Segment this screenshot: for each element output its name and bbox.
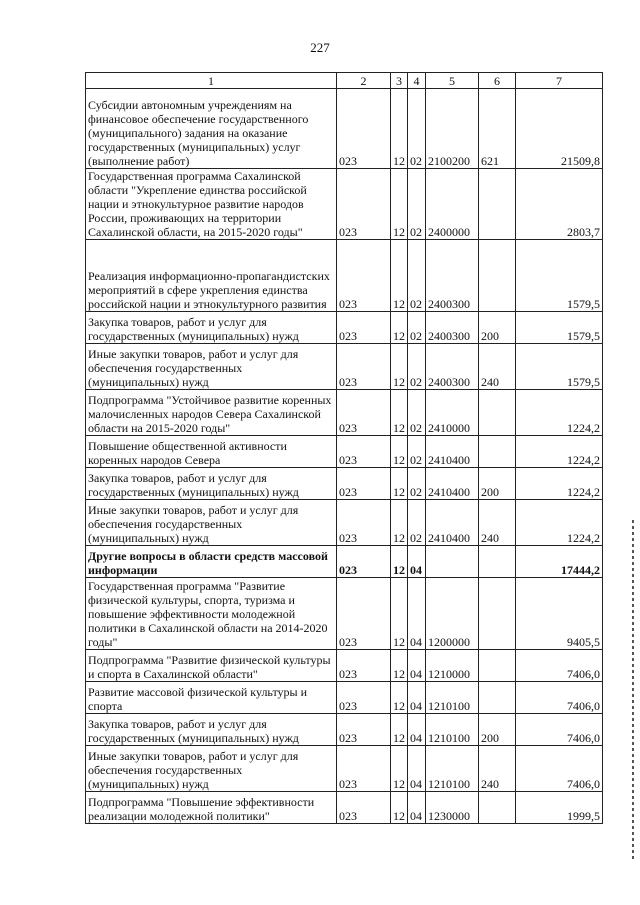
page-number: 227 bbox=[310, 40, 330, 55]
row-code-cell: 200 bbox=[479, 714, 516, 746]
row-code-cell: 023 bbox=[337, 578, 391, 650]
row-name-cell: Подпрограмма "Устойчивое развитие коренных малочисленных народов Севера Сахалинской области на 2015-2020 годы" bbox=[86, 390, 337, 436]
row-amount-cell: 9405,5 bbox=[516, 578, 603, 650]
table-row bbox=[86, 344, 603, 390]
row-code-cell: 200 bbox=[479, 468, 516, 500]
row-code-cell: 1210100 bbox=[426, 746, 479, 792]
row-name-cell: Развитие массовой физической культуры и спорта bbox=[86, 682, 337, 714]
table-row bbox=[86, 436, 603, 468]
row-code-cell: 1230000 bbox=[426, 792, 479, 824]
row-name-cell: Повышение общественной активности коренных народов Севера bbox=[86, 436, 337, 468]
row-name-cell: Государственная программа "Развитие физической культуры, спорта, туризма и повышение эффективности молодежной политики в Сахалинской области на 2014-2020 годы" bbox=[86, 578, 337, 650]
row-code-cell: 02 bbox=[408, 312, 426, 344]
row-amount-cell: 17444,2 bbox=[516, 546, 603, 578]
row-code-cell: 04 bbox=[408, 746, 426, 792]
column-header: 6 bbox=[479, 73, 516, 89]
row-code-cell bbox=[479, 650, 516, 682]
row-code-cell: 1210100 bbox=[426, 714, 479, 746]
row-code-cell: 621 bbox=[479, 89, 516, 169]
row-code-cell: 12 bbox=[391, 714, 408, 746]
row-code-cell bbox=[479, 682, 516, 714]
row-code-cell: 2400300 bbox=[426, 312, 479, 344]
row-name-cell: Государственная программа Сахалинской области "Укрепление единства российской нации и этнокультурное развитие народов России, проживающих на территории Сахалинской области, на 2015-2020 годы" bbox=[86, 169, 337, 240]
row-name-cell: Закупка товаров, работ и услуг для государственных (муниципальных) нужд bbox=[86, 468, 337, 500]
row-code-cell: 1210000 bbox=[426, 650, 479, 682]
table-row bbox=[86, 746, 603, 792]
row-code-cell: 2400300 bbox=[426, 344, 479, 390]
row-code-cell: 12 bbox=[391, 500, 408, 546]
table-row bbox=[86, 650, 603, 682]
row-name-cell: Субсидии автономным учреждениям на финансовое обеспечение государственного (муниципального) задания на оказание государственных (муниципальных) услуг (выполнение работ) bbox=[86, 89, 337, 169]
row-code-cell: 2410400 bbox=[426, 500, 479, 546]
table-row bbox=[86, 169, 603, 240]
row-code-cell: 02 bbox=[408, 468, 426, 500]
row-code-cell: 023 bbox=[337, 682, 391, 714]
row-code-cell: 12 bbox=[391, 312, 408, 344]
row-amount-cell: 1224,2 bbox=[516, 468, 603, 500]
row-code-cell: 240 bbox=[479, 500, 516, 546]
row-code-cell: 023 bbox=[337, 344, 391, 390]
table-row bbox=[86, 792, 603, 824]
row-code-cell: 240 bbox=[479, 344, 516, 390]
row-code-cell: 12 bbox=[391, 468, 408, 500]
row-code-cell: 023 bbox=[337, 89, 391, 169]
row-code-cell bbox=[479, 240, 516, 312]
row-code-cell: 1210100 bbox=[426, 682, 479, 714]
margin-scan-artifact bbox=[632, 520, 634, 860]
row-name-cell: Реализация информационно-пропагандистских мероприятий в сфере укрепления единства российской нации и этнокультурного развития bbox=[86, 240, 337, 312]
table-row bbox=[86, 468, 603, 500]
row-code-cell: 023 bbox=[337, 500, 391, 546]
table-header-row bbox=[86, 73, 603, 89]
row-code-cell: 12 bbox=[391, 578, 408, 650]
row-code-cell: 023 bbox=[337, 240, 391, 312]
row-code-cell: 02 bbox=[408, 436, 426, 468]
table-row bbox=[86, 240, 603, 312]
row-name-cell: Подпрограмма "Развитие физической культуры и спорта в Сахалинской области" bbox=[86, 650, 337, 682]
row-code-cell: 2100200 bbox=[426, 89, 479, 169]
row-code-cell: 2400300 bbox=[426, 240, 479, 312]
row-code-cell: 04 bbox=[408, 792, 426, 824]
row-code-cell: 023 bbox=[337, 436, 391, 468]
column-header: 4 bbox=[408, 73, 426, 89]
row-code-cell bbox=[479, 546, 516, 578]
column-header: 2 bbox=[337, 73, 391, 89]
column-header: 7 bbox=[516, 73, 603, 89]
row-code-cell: 12 bbox=[391, 169, 408, 240]
column-header: 3 bbox=[391, 73, 408, 89]
row-code-cell: 12 bbox=[391, 650, 408, 682]
row-code-cell: 2410400 bbox=[426, 436, 479, 468]
row-code-cell: 023 bbox=[337, 546, 391, 578]
row-name-cell: Другие вопросы в области средств массовой информации bbox=[86, 546, 337, 578]
row-code-cell: 12 bbox=[391, 436, 408, 468]
row-code-cell: 200 bbox=[479, 312, 516, 344]
table-row bbox=[86, 546, 603, 578]
row-code-cell: 12 bbox=[391, 89, 408, 169]
column-header: 5 bbox=[426, 73, 479, 89]
table-row bbox=[86, 500, 603, 546]
row-code-cell: 02 bbox=[408, 390, 426, 436]
row-code-cell: 2410400 bbox=[426, 468, 479, 500]
row-code-cell: 12 bbox=[391, 546, 408, 578]
row-name-cell: Иные закупки товаров, работ и услуг для обеспечения государственных (муниципальных) нужд bbox=[86, 500, 337, 546]
row-code-cell: 12 bbox=[391, 792, 408, 824]
row-code-cell: 12 bbox=[391, 746, 408, 792]
row-name-cell: Иные закупки товаров, работ и услуг для обеспечения государственных (муниципальных) нужд bbox=[86, 746, 337, 792]
row-code-cell: 2410000 bbox=[426, 390, 479, 436]
row-code-cell bbox=[426, 546, 479, 578]
row-code-cell: 240 bbox=[479, 746, 516, 792]
table-row bbox=[86, 714, 603, 746]
row-code-cell: 04 bbox=[408, 714, 426, 746]
row-code-cell: 12 bbox=[391, 240, 408, 312]
row-code-cell: 023 bbox=[337, 714, 391, 746]
row-code-cell bbox=[479, 436, 516, 468]
row-amount-cell: 7406,0 bbox=[516, 650, 603, 682]
row-code-cell: 2400000 bbox=[426, 169, 479, 240]
row-name-cell: Иные закупки товаров, работ и услуг для обеспечения государственных (муниципальных) нужд bbox=[86, 344, 337, 390]
row-code-cell: 023 bbox=[337, 312, 391, 344]
row-amount-cell: 7406,0 bbox=[516, 714, 603, 746]
row-code-cell: 023 bbox=[337, 746, 391, 792]
table-row bbox=[86, 312, 603, 344]
row-code-cell: 02 bbox=[408, 344, 426, 390]
row-code-cell: 02 bbox=[408, 89, 426, 169]
row-code-cell bbox=[479, 169, 516, 240]
row-code-cell: 12 bbox=[391, 344, 408, 390]
column-header: 1 bbox=[86, 73, 337, 89]
row-amount-cell: 1224,2 bbox=[516, 500, 603, 546]
row-code-cell: 04 bbox=[408, 650, 426, 682]
table-row bbox=[86, 390, 603, 436]
row-code-cell bbox=[479, 792, 516, 824]
row-name-cell: Закупка товаров, работ и услуг для государственных (муниципальных) нужд bbox=[86, 312, 337, 344]
row-code-cell: 023 bbox=[337, 390, 391, 436]
row-amount-cell: 1999,5 bbox=[516, 792, 603, 824]
row-code-cell: 023 bbox=[337, 650, 391, 682]
row-name-cell: Закупка товаров, работ и услуг для государственных (муниципальных) нужд bbox=[86, 714, 337, 746]
row-code-cell bbox=[479, 390, 516, 436]
row-amount-cell: 1224,2 bbox=[516, 436, 603, 468]
row-code-cell: 04 bbox=[408, 578, 426, 650]
row-code-cell: 02 bbox=[408, 240, 426, 312]
row-amount-cell: 1579,5 bbox=[516, 312, 603, 344]
row-amount-cell: 21509,8 bbox=[516, 89, 603, 169]
row-code-cell: 023 bbox=[337, 169, 391, 240]
row-name-cell: Подпрограмма "Повышение эффективности реализации молодежной политики" bbox=[86, 792, 337, 824]
row-amount-cell: 7406,0 bbox=[516, 682, 603, 714]
row-code-cell: 02 bbox=[408, 169, 426, 240]
row-code-cell: 023 bbox=[337, 792, 391, 824]
budget-table bbox=[85, 72, 603, 824]
table-row bbox=[86, 578, 603, 650]
row-code-cell: 023 bbox=[337, 468, 391, 500]
row-code-cell: 04 bbox=[408, 546, 426, 578]
table-row bbox=[86, 89, 603, 169]
row-amount-cell: 1579,5 bbox=[516, 344, 603, 390]
row-code-cell: 12 bbox=[391, 390, 408, 436]
row-amount-cell: 1579,5 bbox=[516, 240, 603, 312]
row-amount-cell: 2803,7 bbox=[516, 169, 603, 240]
row-code-cell: 02 bbox=[408, 500, 426, 546]
row-amount-cell: 7406,0 bbox=[516, 746, 603, 792]
row-code-cell bbox=[479, 578, 516, 650]
row-code-cell: 04 bbox=[408, 682, 426, 714]
row-code-cell: 12 bbox=[391, 682, 408, 714]
row-code-cell: 1200000 bbox=[426, 578, 479, 650]
row-amount-cell: 1224,2 bbox=[516, 390, 603, 436]
table-row bbox=[86, 682, 603, 714]
